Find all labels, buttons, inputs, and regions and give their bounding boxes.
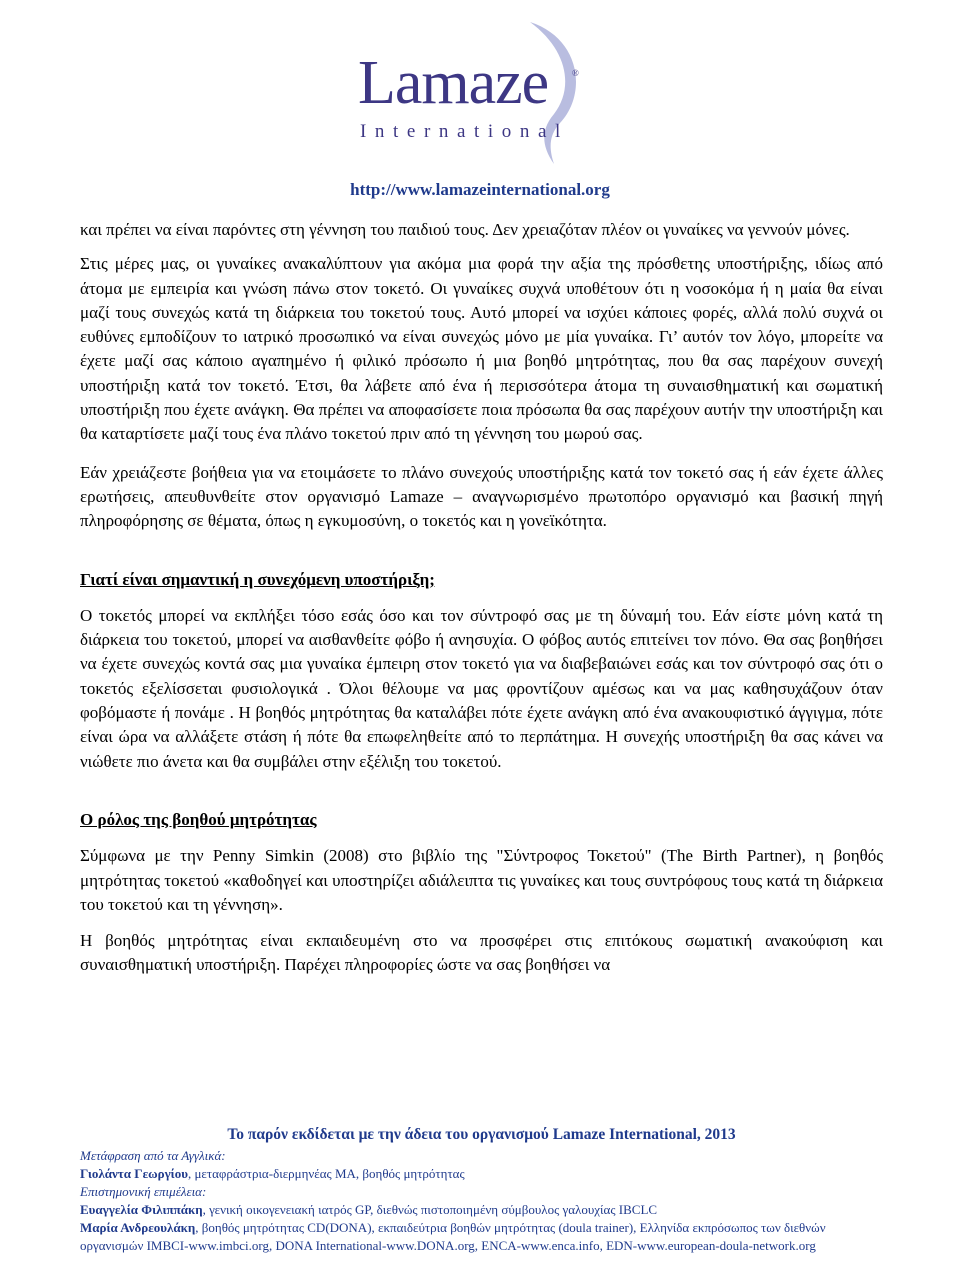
translation-label: Μετάφραση από τα Αγγλικά: xyxy=(80,1148,226,1163)
logo-subtitle: International xyxy=(360,121,569,142)
paragraph: και πρέπει να είναι παρόντες στη γέννηση του παιδιού τους. Δεν χρειαζόταν πλέον οι γυναίκες να γεννούν μόνες. xyxy=(80,220,850,239)
lamaze-logo xyxy=(340,18,610,168)
editor-role: , γενική οικογενειακή ιατρός GP, διεθνώς πιστοποιημένη σύμβουλος γαλουχίας IBCLC xyxy=(202,1202,658,1217)
editor-name: Μαρία Ανδρεουλάκη xyxy=(80,1220,196,1235)
paragraph: Σύμφωνα με την Penny Simkin (2008) στο βιβλίο της "Σύντροφος Τοκετού" (The Birth Partner), η βοηθός μητρότητας τοκετού «καθοδηγεί και υποστηρίζει αδιάλειπτα τις γυναίκες και τους συντρόφους τους κατά τη διάρκεια του τοκετού και τη γέννηση». xyxy=(80,846,883,914)
license-notice: Το παρόν εκδίδεται με την άδεια του οργανισμού Lamaze International, 2013 xyxy=(227,1126,736,1143)
editor-role: , βοηθός μητρότητας CD(DONA), εκπαιδεύτρια βοηθών μητρότητας (doula trainer), Ελληνίδα εκπρόσωπος των διεθνών xyxy=(195,1220,826,1235)
paragraph: Ο τοκετός μπορεί να εκπλήξει τόσο εσάς όσο και τον σύντροφό σας με τη δύναμή του. Εάν είστε μόνη κατά τη διάρκεια του τοκετού, μπορεί να αισθανθείτε φόβο ή ανησυχία. Ο φόβος αυτός επιτείνει τον πόνο. Θα σας βοηθήσει να έχετε συνεχώς κοντά σας μια γυναίκα έμπειρη στον τοκετό για να διαβεβαιώνει εσάς και τον σύντροφό σας ότι ο τοκετός εξελίσσεται φυσιολογικά . Όλοι θέλουμε να μας φροντίζουν αμέσως και να μας καθησυχάζουν όταν φοβόμαστε ή πονάμε . Η βοηθός μητρότητας θα καταλάβει πότε έχετε ανάγκη από ένα ανακουφιστικό άγγιγμα, πότε είναι ώρα να αλλάξετε στάση ή πότε θα επωφεληθείτε από το περπάτημα. Η συνεχής υποστήριξη θα σας κάνει να νιώθετε πιο άνετα και θα συμβάλει στην εξέλιξη του τοκετού. xyxy=(80,605,883,771)
translator-role: , μεταφράστρια-διερμηνέας MA, βοηθός μητρότητας xyxy=(187,1166,465,1181)
logo-wordmark: Lamaze xyxy=(358,49,549,117)
logo-registered-mark: ® xyxy=(572,68,579,78)
editor-credit xyxy=(80,1219,883,1237)
organizations-line: οργανισμών IMBCI-www.imbci.org, DONA International-www.DONA.org, ENCA-www.enca.info, EDN-www.european-doula-network.org xyxy=(80,1238,816,1253)
website-link[interactable]: http://www.lamazeinternational.org xyxy=(350,180,610,199)
footer xyxy=(80,1125,883,1255)
paragraph: Η βοηθός μητρότητας είναι εκπαιδευμένη στο να προσφέρει στις επιτόκους σωματική ανακούφιση και συναισθηματική υποστήριξη. Παρέχει πληροφορίες ώστε να σας βοηθήσει να xyxy=(80,931,883,975)
translator-credit xyxy=(80,1165,883,1183)
editor-name: Ευαγγελία Φιλιππάκη xyxy=(80,1202,203,1217)
body-text xyxy=(80,218,883,978)
section-heading: Ο ρόλος της βοηθού μητρότητας xyxy=(80,809,317,829)
paragraph: Στις μέρες μας, οι γυναίκες ανακαλύπτουν για ακόμα μια φορά την αξία της πρόσθετης υποστήριξης, ιδίως από άτομα με εμπειρία και γνώση πάνω στον τοκετό. Οι γυναίκες συχνά υποθέτουν ότι η νοσοκόμα ή η μαία θα είναι μαζί τους συνεχώς κατά τη διάρκεια του τοκετού τους. Αυτό μπορεί να ισχύει κάποιες φορές, αλλά πολύ συχνά οι ευθύνες εμποδίζουν το ιατρικό προσωπικό να είναι συνεχώς μόνο με μία γυναίκα. Γι’ αυτόν τον λόγο, μπορείτε να έχετε μαζί σας κάποιο αγαπημένο ή φιλικό πρόσωπο ή μια βοηθό μητρότητας, που θα σας παρέχουν συνεχή υποστήριξη κατά τον τοκετό. Έτσι, θα λάβετε από ένα ή περισσότερα άτομα τη συναισθηματική και σωματική υποστήριξη που έχετε ανάγκη. Θα πρέπει να αποφασίσετε ποια πρόσωπα θα σας παρέχουν αυτήν την υποστήριξη και θα καταρτίσετε μαζί τους ένα πλάνο τοκετού πριν από τη γέννηση του μωρού σας. xyxy=(80,254,883,444)
translator-name: Γιολάντα Γεωργίου xyxy=(80,1166,188,1181)
paragraph: Εάν χρειάζεστε βοήθεια για να ετοιμάσετε το πλάνο συνεχούς υποστήριξης κατά τον τοκετό σας ή εάν έχετε άλλες ερωτήσεις, απευθυνθείτε στον οργανισμό Lamaze – αναγνωρισμένο πρωτοπόρο οργανισμό και βασική πηγή πληροφόρησης σε θέματα, όπως η εγκυμοσύνη, ο τοκετός και η γονεϊκότητα. xyxy=(80,462,883,531)
editor-credit xyxy=(80,1201,883,1219)
editing-label: Επιστημονική επιμέλεια: xyxy=(80,1184,207,1199)
section-heading: Γιατί είναι σημαντική η συνεχόμενη υποστήριξη; xyxy=(80,569,435,589)
